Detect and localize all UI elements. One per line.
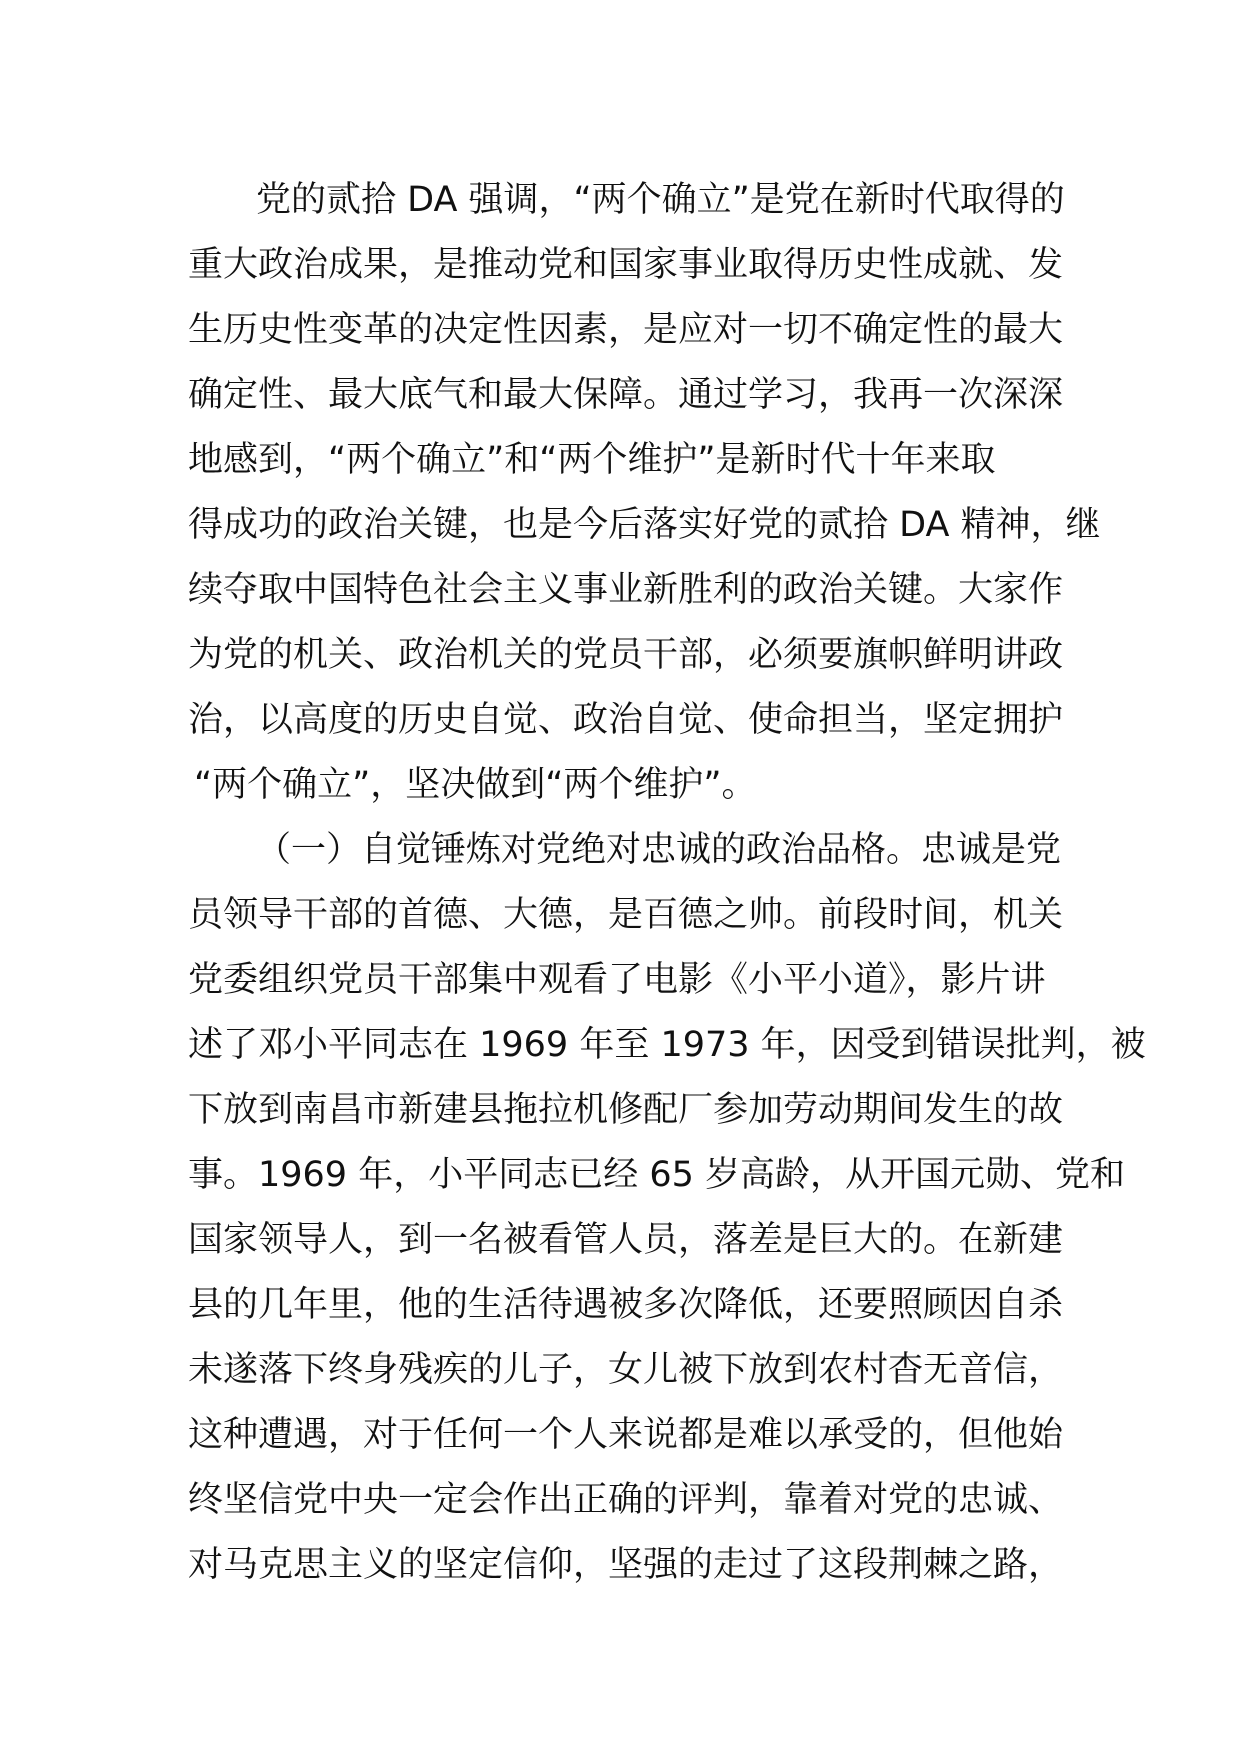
text-line: 下放到南昌市新建县拖拉机修配厂参加劳动期间发生的故: [188, 1090, 1064, 1130]
text-line: 未遂落下终身残疾的儿子，女儿被下放到农村杳无音信，: [188, 1350, 1064, 1390]
paragraph-loyalty: [188, 818, 1146, 1598]
text-line: 县的几年里，他的生活待遇被多次降低，还要照顾因自杀: [188, 1285, 1064, 1325]
text-line: “两个确立”，坚决做到“两个维护”。: [194, 765, 757, 805]
text-line: 党委组织党员干部集中观看了电影《小平小道》，影片讲: [188, 960, 1046, 1000]
text-line: 对马克思主义的坚定信仰，坚强的走过了这段荆棘之路，: [188, 1545, 1064, 1585]
text-line: 重大政治成果，是推动党和国家事业取得历史性成就、发: [188, 245, 1064, 285]
text-line: 员领导干部的首德、大德，是百德之帅。前段时间，机关: [188, 895, 1064, 935]
text-line: 生历史性变革的决定性因素，是应对一切不确定性的最大: [188, 310, 1064, 350]
text-line: 确定性、最大底气和最大保障。通过学习，我再一次深深: [188, 375, 1064, 415]
text-line: 述了邓小平同志在 1969 年至 1973 年，因受到错误批判，被: [188, 1025, 1146, 1065]
text-line: 续夺取中国特色社会主义事业新胜利的政治关键。大家作: [188, 570, 1064, 610]
text-line: 为党的机关、政治机关的党员干部，必须要旗帜鲜明讲政: [188, 635, 1064, 675]
body-text: [188, 168, 1146, 1598]
text-line: 地感到，“两个确立”和“两个维护”是新时代十年来取: [188, 440, 996, 480]
text-line: 国家领导人，到一名被看管人员，落差是巨大的。在新建: [188, 1220, 1064, 1260]
text-line: 得成功的政治关键，也是今后落实好党的贰拾 DA 精神，继: [188, 505, 1101, 545]
text-line: 事。1969 年，小平同志已经 65 岁高龄，从开国元勋、党和: [188, 1155, 1125, 1195]
paragraph-two-establishments: [188, 168, 1101, 818]
section-heading-line: （一）自觉锤炼对党绝对忠诚的政治品格。忠诚是党: [256, 830, 1062, 870]
text-line: 终坚信党中央一定会作出正确的评判，靠着对党的忠诚、: [188, 1480, 1064, 1520]
text-line: 党的贰拾 DA 强调，“两个确立”是党在新时代取得的: [256, 180, 1065, 220]
text-line: 这种遭遇，对于任何一个人来说都是难以承受的，但他始: [188, 1415, 1064, 1455]
text-line: 治，以高度的历史自觉、政治自觉、使命担当，坚定拥护: [188, 700, 1064, 740]
